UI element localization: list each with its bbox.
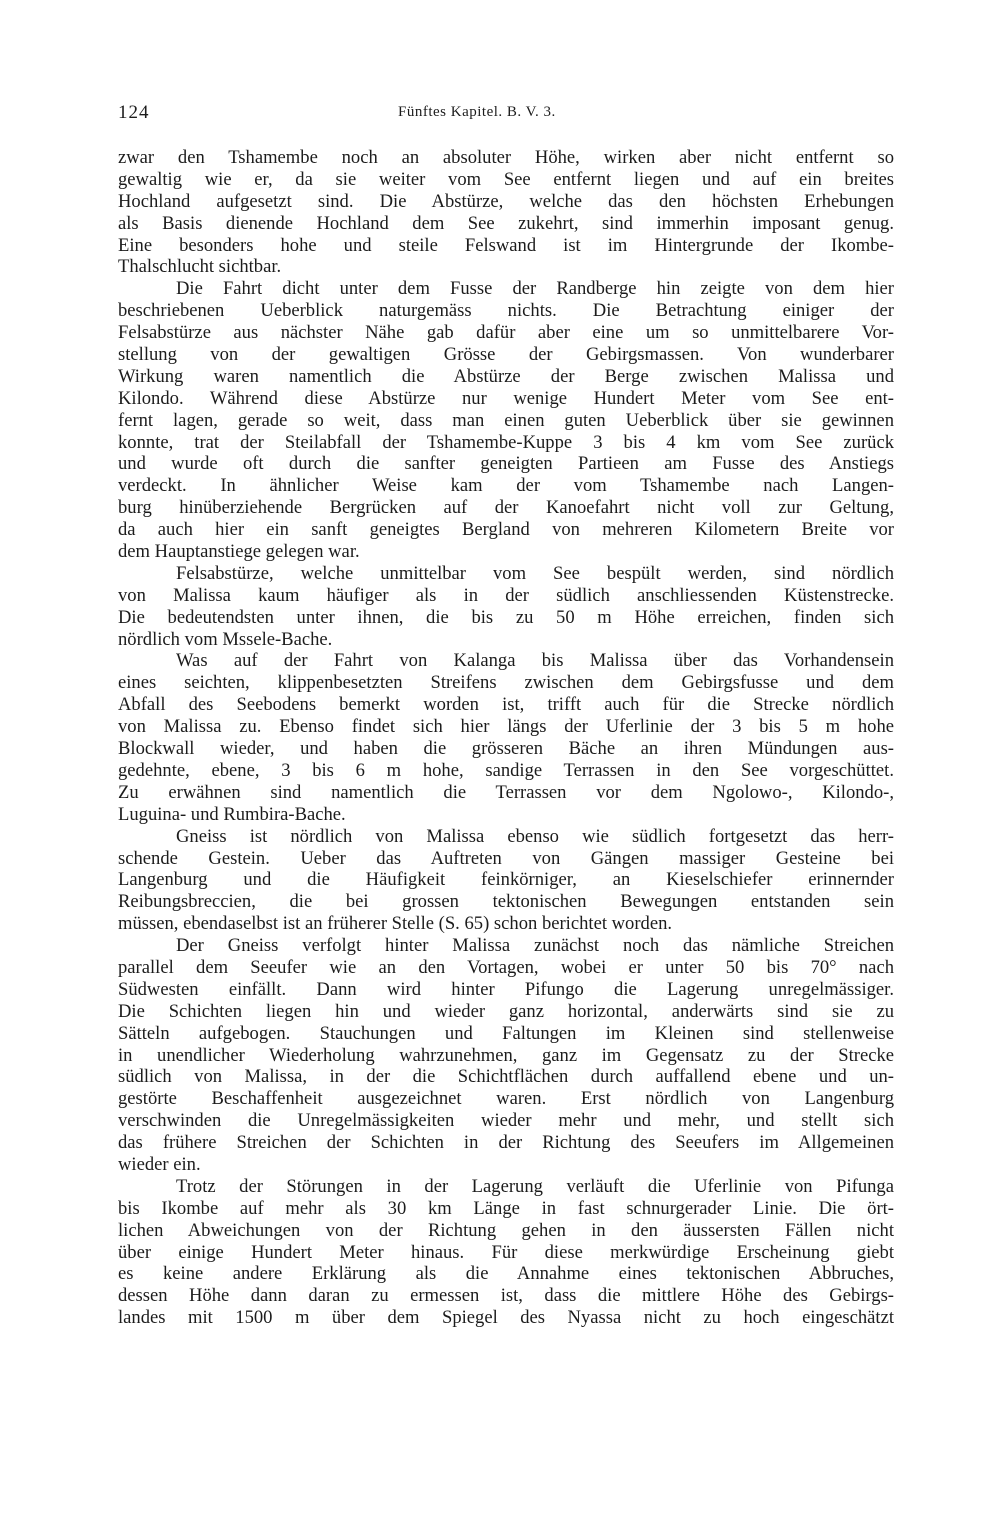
text-line: dessen Höhe dann daran zu ermessen ist, dass die mittlere Höhe des Gebirgs- <box>118 1285 894 1307</box>
text-line: burg hinüberziehende Bergrücken auf der Kanoefahrt nicht voll zur Geltung, <box>118 497 894 519</box>
text-line: verschwinden die Unregelmässigkeiten wieder mehr und mehr, und stellt sich <box>118 1110 894 1132</box>
text-line: Felsabstürze, welche unmittelbar vom See bespült werden, sind nördlich <box>176 562 894 584</box>
text-line: es keine andere Erklärung als die Annahme eines tektonischen Abbruches, <box>118 1263 894 1285</box>
text-line: lichen Abweichungen von der Richtung gehen in den äussersten Fällen nicht <box>118 1219 894 1241</box>
text-line: südlich von Malissa, in der die Schichtflächen durch auffallend ebene und un- <box>118 1066 894 1088</box>
text-line: Die Fahrt dicht unter dem Fusse der Randberge hin zeigte von dem hier <box>176 278 894 300</box>
text-line: gestörte Beschaffenheit ausgezeichnet waren. Erst nördlich von Langenburg <box>118 1088 894 1110</box>
text-line: dem Hauptanstiege gelegen war. <box>118 541 360 563</box>
text-line: Hochland aufgesetzt sind. Die Abstürze, welche das den höchsten Erhebungen <box>118 190 894 212</box>
text-line: eines seichten, klippenbesetzten Streifens zwischen dem Gebirgsfusse und dem <box>118 672 894 694</box>
text-line: Zu erwähnen sind namentlich die Terrassen vor dem Ngolowo-, Kilondo-, <box>118 781 894 803</box>
text-line: Südwesten einfällt. Dann wird hinter Pifungo die Lagerung unregelmässiger. <box>118 978 894 1000</box>
text-line: das frühere Streichen der Schichten in der Richtung des Seeufers im Allgemeinen <box>118 1132 894 1154</box>
body-text <box>118 147 894 1329</box>
text-line: Felsabstürze aus nächster Nähe gab dafür aber eine um so unmittelbarere Vor- <box>118 322 894 344</box>
text-line: parallel dem Seeufer wie an den Vortagen, wobei er unter 50 bis 70° nach <box>118 956 894 978</box>
text-line: Was auf der Fahrt von Kalanga bis Malissa über das Vorhandensein <box>176 650 894 672</box>
text-line: Langenburg und die Häufigkeit feinkörniger, an Kieselschiefer erinnernder <box>118 869 894 891</box>
text-line: Die bedeutendsten unter ihnen, die bis zu 50 m Höhe erreichen, finden sich <box>118 606 894 628</box>
text-line: Eine besonders hohe und steile Felswand ist im Hintergrunde der Ikombe- <box>118 234 894 256</box>
page-number: 124 <box>118 102 150 123</box>
text-line: fernt lagen, gerade so weit, dass man einen guten Ueberblick über sie gewinnen <box>118 409 894 431</box>
text-line: beschriebenen Ueberblick naturgemäss nichts. Die Betrachtung einiger der <box>118 300 894 322</box>
text-line: Reibungsbreccien, die bei grossen tektonischen Bewegungen entstanden sein <box>118 891 894 913</box>
text-line: nördlich vom Mssele-Bache. <box>118 628 333 650</box>
text-line: Abfall des Seebodens bemerkt worden ist, trifft auch für die Strecke nördlich <box>118 694 894 716</box>
text-line: schende Gestein. Ueber das Auftreten von Gängen massiger Gesteine bei <box>118 847 894 869</box>
text-line: Gneiss ist nördlich von Malissa ebenso wie südlich fortgesetzt das herr- <box>176 825 894 847</box>
text-line: stellung von der gewaltigen Grösse der Gebirgsmassen. Von wunderbarer <box>118 344 894 366</box>
text-line: Luguina- und Rumbira-Bache. <box>118 803 346 825</box>
text-line: in unendlicher Wiederholung wahrzunehmen, ganz im Gegensatz zu der Strecke <box>118 1044 894 1066</box>
text-line: Thalschlucht sichtbar. <box>118 256 282 278</box>
text-line: Trotz der Störungen in der Lagerung verläuft die Uferlinie von Pifunga <box>176 1175 894 1197</box>
text-line: landes mit 1500 m über dem Spiegel des Nyassa nicht zu hoch eingeschätzt <box>118 1307 894 1329</box>
text-line: Die Schichten liegen hin und wieder ganz horizontal, anderwärts sind sie zu <box>118 1000 894 1022</box>
text-line: bis Ikombe auf mehr als 30 km Länge in fast schnurgerader Linie. Die ört- <box>118 1197 894 1219</box>
text-line: und wurde oft durch die sanfter geneigten Partieen am Fusse des Anstiegs <box>118 453 894 475</box>
text-line: Sätteln aufgebogen. Stauchungen und Faltungen im Kleinen sind stellenweise <box>118 1022 894 1044</box>
text-line: gewaltig wie er, da sie weiter vom See entfernt liegen und auf ein breites <box>118 168 894 190</box>
text-line: Blockwall wieder, und haben die grösseren Bäche an ihren Mündungen aus- <box>118 738 894 760</box>
text-line: von Malissa kaum häufiger als in der südlich anschliessenden Küstenstrecke. <box>118 584 894 606</box>
text-line: Kilondo. Während diese Abstürze nur wenige Hundert Meter vom See ent- <box>118 387 894 409</box>
text-line: von Malissa zu. Ebenso findet sich hier längs der Uferlinie der 3 bis 5 m hohe <box>118 716 894 738</box>
chapter-title: Fünftes Kapitel. B. V. 3. <box>398 104 556 120</box>
text-line: gedehnte, ebene, 3 bis 6 m hohe, sandige Terrassen in den See vorgeschüttet. <box>118 759 894 781</box>
text-line: müssen, ebendaselbst ist an früherer Stelle (S. 65) schon berichtet worden. <box>118 913 673 935</box>
text-line: über einige Hundert Meter hinaus. Für diese merkwürdige Erscheinung giebt <box>118 1241 894 1263</box>
text-line: konnte, trat der Steilabfall der Tshamembe-Kuppe 3 bis 4 km vom See zurück <box>118 431 894 453</box>
text-line: Wirkung waren namentlich die Abstürze der Berge zwischen Malissa und <box>118 365 894 387</box>
running-head <box>118 102 892 128</box>
text-line: als Basis dienende Hochland dem See zukehrt, sind immerhin imposant genug. <box>118 212 894 234</box>
text-line: zwar den Tshamembe noch an absoluter Höhe, wirken aber nicht entfernt so <box>118 147 894 168</box>
text-line: da auch hier ein sanft geneigtes Bergland von mehreren Kilometern Breite vor <box>118 519 894 541</box>
text-line: Der Gneiss verfolgt hinter Malissa zunächst noch das nämliche Streichen <box>176 935 894 957</box>
text-line: verdeckt. In ähnlicher Weise kam der vom Tshamembe nach Langen- <box>118 475 894 497</box>
text-line: wieder ein. <box>118 1153 201 1175</box>
